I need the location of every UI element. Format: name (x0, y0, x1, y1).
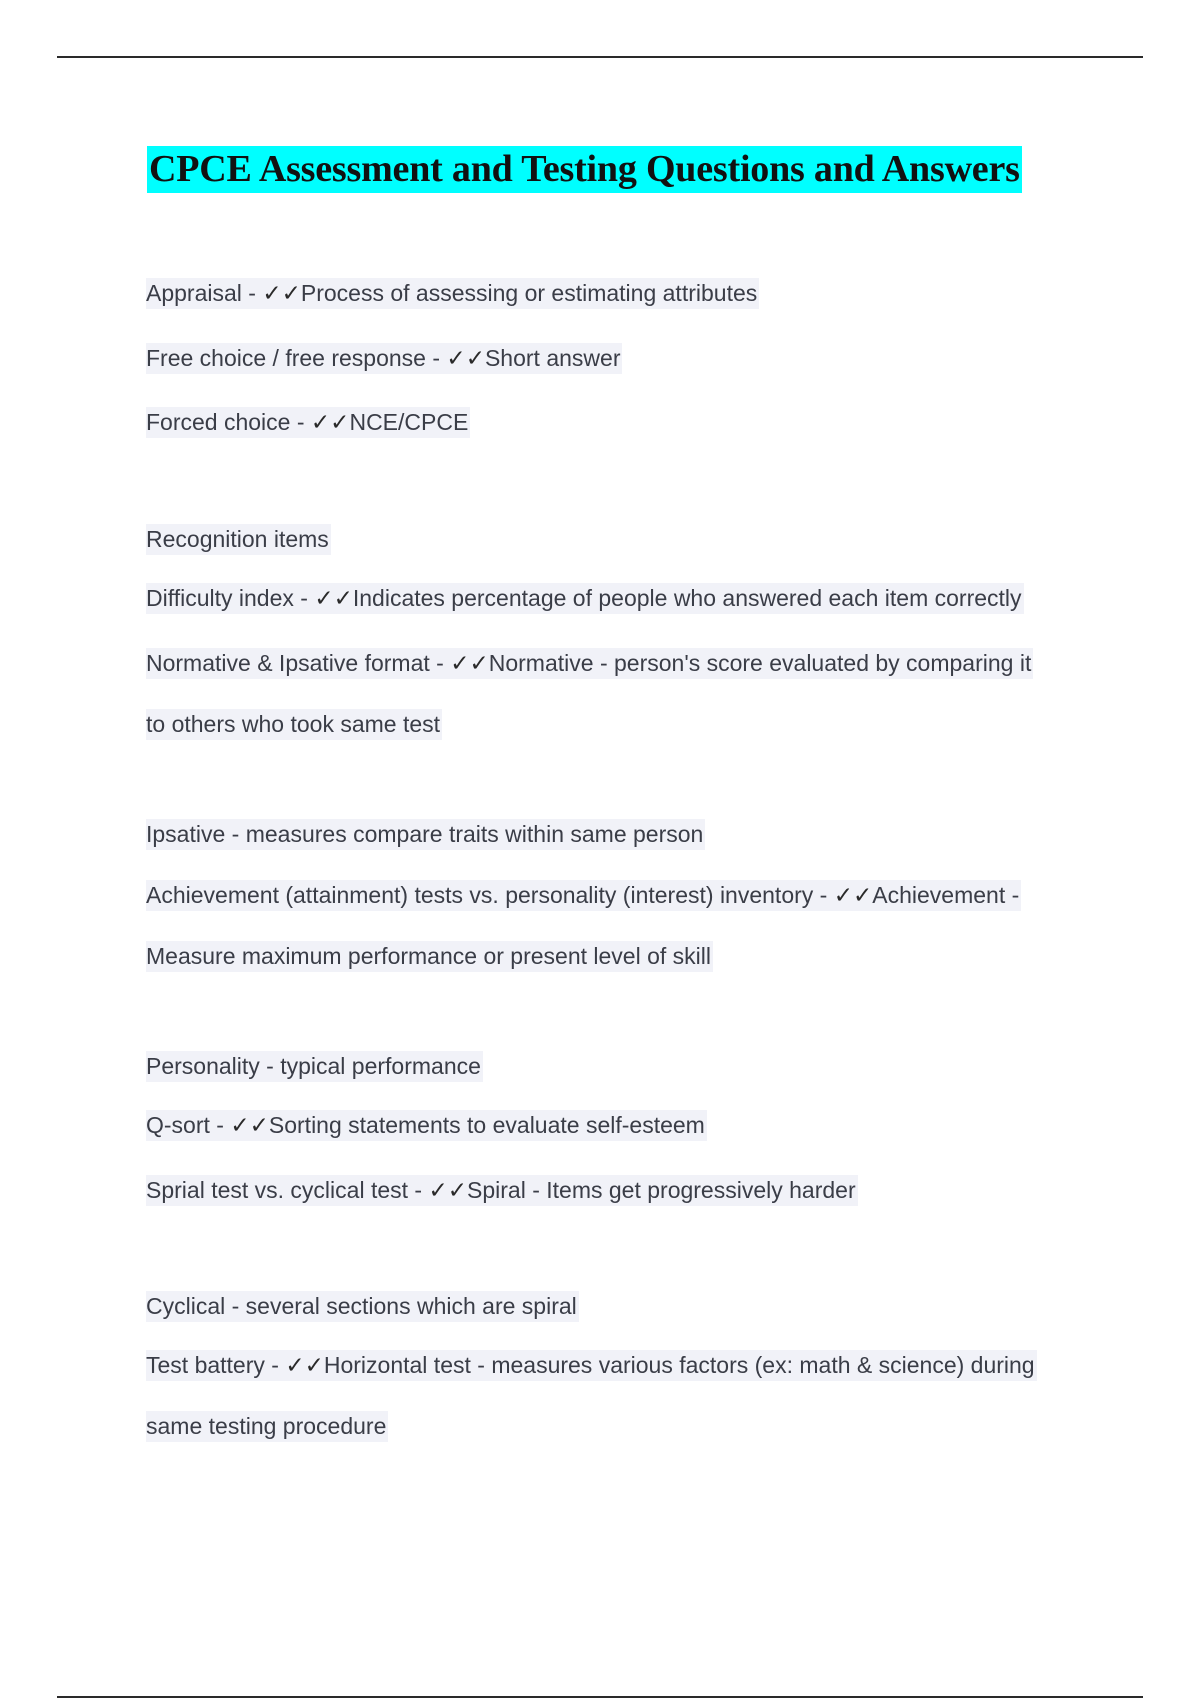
check-icon: ✓✓ (446, 345, 485, 371)
qa-line (146, 1110, 707, 1140)
text-line (146, 1411, 388, 1441)
check-icon: ✓✓ (450, 650, 489, 676)
qa-answer: Sorting statements to evaluate self-esteem (268, 1112, 705, 1138)
line-text: Measure maximum performance or present level of skill (146, 941, 713, 972)
check-icon: ✓✓ (833, 882, 873, 908)
check-icon: ✓✓ (314, 585, 353, 611)
qa-line (146, 407, 470, 437)
qa-term: Difficulty index - (146, 585, 315, 611)
text-line (146, 941, 713, 971)
line-text: Ipsative - measures compare traits within same person (146, 819, 705, 850)
qa-term: Test battery - (146, 1352, 286, 1378)
line-text: Personality - typical performance (146, 1051, 483, 1082)
qa-line (146, 278, 759, 308)
text-line (146, 1051, 483, 1081)
qa-answer: Process of assessing or estimating attributes (300, 280, 758, 306)
qa-term: Achievement (attainment) tests vs. personality (interest) inventory - (146, 882, 834, 908)
qa-term: Free choice / free response - (146, 345, 447, 371)
qa-line (146, 648, 1033, 678)
check-icon: ✓✓ (230, 1112, 269, 1138)
line-text: Recognition items (146, 524, 331, 555)
text-line (146, 1291, 579, 1321)
qa-line (146, 1175, 858, 1205)
document-title: CPCE Assessment and Testing Questions and Answers (147, 146, 1022, 193)
qa-answer: Horizontal test - measures various factors (ex: math & science) during (323, 1352, 1035, 1378)
check-icon: ✓✓ (285, 1352, 324, 1378)
check-icon: ✓✓ (310, 409, 350, 435)
qa-line (146, 583, 1024, 613)
check-icon: ✓✓ (262, 280, 301, 306)
qa-answer: Short answer (484, 345, 621, 371)
qa-line (146, 343, 622, 373)
text-line (146, 524, 331, 554)
qa-answer: Spiral - Items get progressively harder (467, 1177, 856, 1203)
line-text: Cyclical - several sections which are spiral (146, 1291, 579, 1322)
qa-term: Sprial test vs. cyclical test - (146, 1177, 429, 1203)
qa-answer: Achievement - (872, 882, 1020, 908)
qa-answer: NCE/CPCE (349, 409, 469, 435)
check-icon: ✓✓ (428, 1177, 468, 1203)
qa-term: Normative & Ipsative format - (146, 650, 451, 676)
qa-answer: Indicates percentage of people who answered each item correctly (352, 585, 1022, 611)
qa-line (146, 880, 1021, 910)
text-line (146, 709, 442, 739)
line-text: same testing procedure (146, 1411, 388, 1442)
footer-rule (57, 1696, 1143, 1698)
text-line (146, 819, 705, 849)
qa-term: Forced choice - (146, 409, 311, 435)
header-rule (57, 56, 1143, 58)
qa-line (146, 1350, 1037, 1380)
qa-term: Q-sort - (146, 1112, 231, 1138)
qa-term: Appraisal - (146, 280, 263, 306)
line-text: to others who took same test (146, 709, 442, 740)
qa-answer: Normative - person's score evaluated by comparing it (488, 650, 1032, 676)
